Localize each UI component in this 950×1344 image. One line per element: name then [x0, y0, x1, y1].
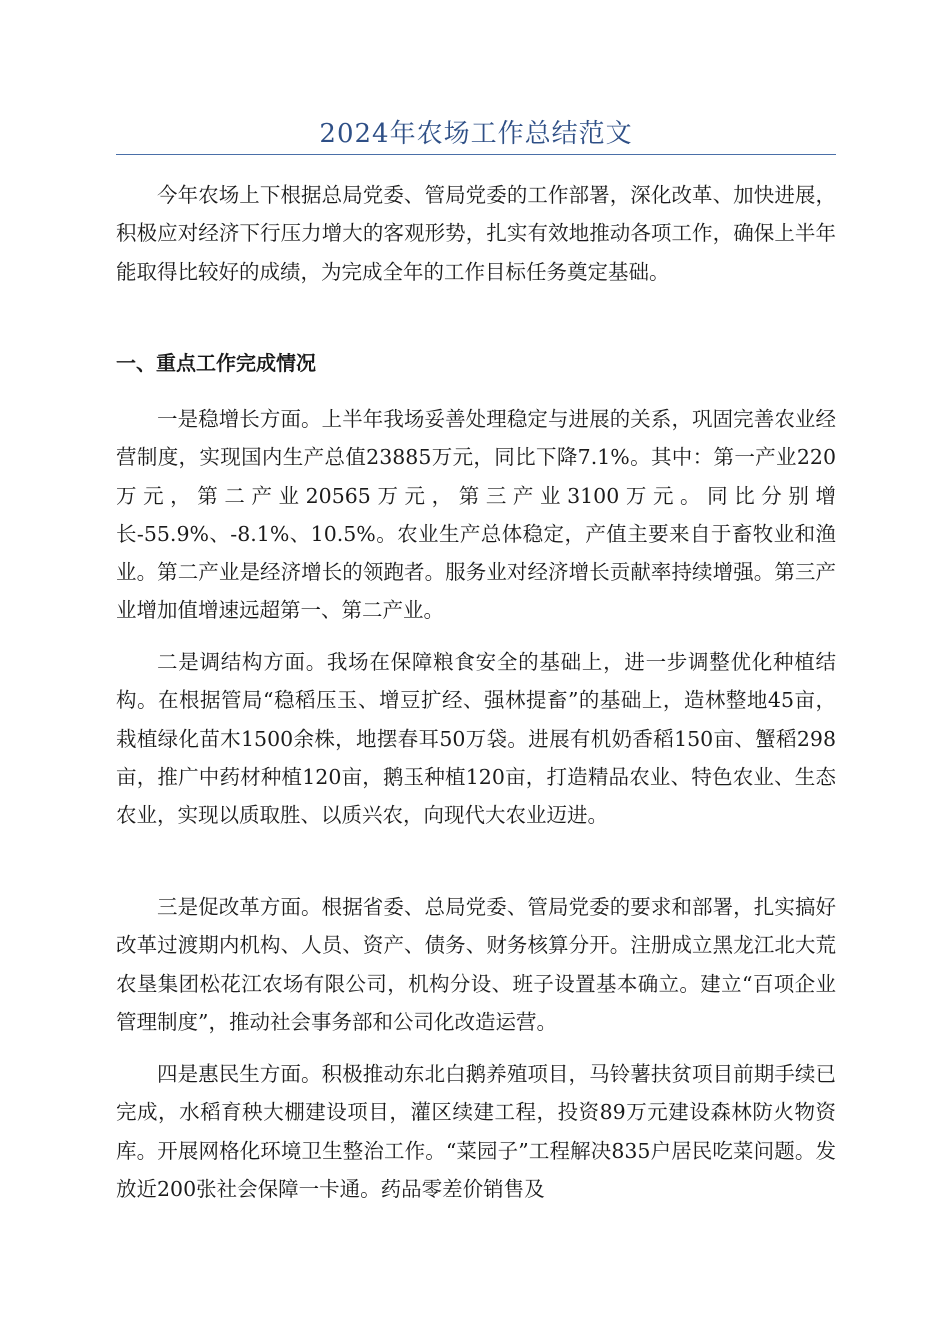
- section-heading: 一、重点工作完成情况: [116, 351, 316, 375]
- intro-paragraph: 今年农场上下根据总局党委、管局党委的工作部署，深化改革、加快进展，积极应对经济下行压力增大的客观形势，扎实有效地推动各项工作，确保上半年能取得比较好的成绩，为完成全年的工作目标任务奠定基础。: [116, 183, 836, 284]
- document-title: 2024年农场工作总结范文: [319, 119, 633, 149]
- paragraph-livelihood: 四是惠民生方面。积极推动东北白鹅养殖项目，马铃薯扶贫项目前期手续已完成，水稻育秧大棚建设项目，灌区续建工程，投资89万元建设森林防火物资库。开展网格化环境卫生整治工作。“菜园子”工程解决835户居民吃菜问题。发放近200张社会保障一卡通。药品零差价销售及: [116, 1062, 836, 1201]
- paragraph-growth: 一是稳增长方面。上半年我场妥善处理稳定与进展的关系，巩固完善农业经营制度，实现国内生产总值23885万元，同比下降7.1%。其中：第一产业220万元，第二产业20565万元，第三产业3100万元。同比分别增长-55.9%、-8.1%、10.5%。农业生产总体稳定，产值主要来自于畜牧业和渔业。第二产业是经济增长的领跑者。服务业对经济增长贡献率持续增强。第三产业增加值增速远超第一、第二产业。: [116, 407, 836, 623]
- paragraph-structure: 二是调结构方面。我场在保障粮食安全的基础上，进一步调整优化种植结构。在根据管局“稳稻压玉、增豆扩经、强林提畜”的基础上，造林整地45亩，栽植绿化苗木1500余株，地摆春耳50万袋。进展有机奶香稻150亩、蟹稻298亩，推广中药材种植120亩，鹅玉种植120亩，打造精品农业、特色农业、生态农业，实现以质取胜、以质兴农，向现代大农业迈进。: [116, 650, 836, 828]
- title-underline: [116, 154, 836, 155]
- paragraph-reform: 三是促改革方面。根据省委、总局党委、管局党委的要求和部署，扎实搞好改革过渡期内机构、人员、资产、债务、财务核算分开。注册成立黑龙江北大荒农垦集团松花江农场有限公司，机构分设、班子设置基本确立。建立“百项企业管理制度”，推动社会事务部和公司化改造运营。: [116, 895, 836, 1034]
